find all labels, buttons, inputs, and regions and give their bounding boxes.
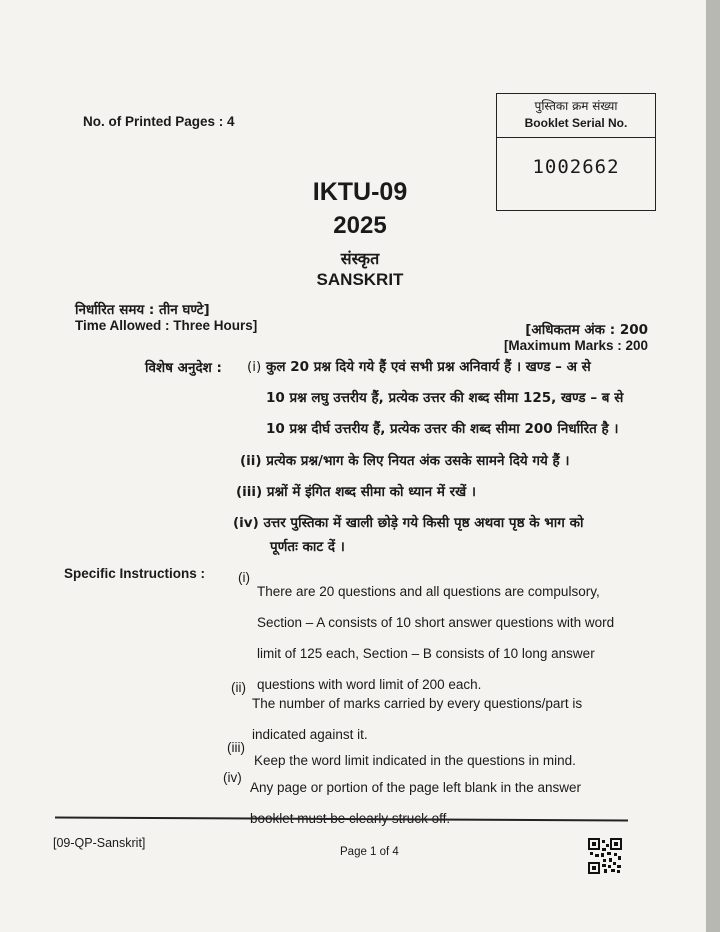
english-instruction-i-line2: Section – A consists of 10 short answer questions with word — [257, 615, 615, 630]
english-instruction-ii-line1: The number of marks carried by every questions/part is — [252, 696, 583, 711]
exam-year: 2025 — [333, 212, 387, 239]
max-marks-english: [Maximum Marks : 200 — [503, 338, 648, 353]
hindi-instruction-i-num: (i) — [247, 359, 262, 375]
serial-label-english: Booklet Serial No. — [524, 116, 628, 130]
hindi-instructions-i — [266, 352, 626, 445]
max-marks-hindi: [अधिकतम अंक : 200 — [525, 322, 648, 338]
hindi-instructions-label: विशेष अनुदेश : — [145, 360, 222, 376]
footer-paper-code: [09-QP-Sanskrit] — [53, 836, 146, 850]
booklet-serial-box — [496, 93, 656, 211]
hindi-instruction-iv-line1: (iv) उत्तर पुस्तिका में खाली छोड़े गये किसी पृष्ठ अथवा पृष्ठ के भाग को — [233, 515, 584, 531]
english-instruction-ii-line2: indicated against it. — [252, 727, 368, 742]
english-instruction-i-line4: questions with word limit of 200 each. — [257, 677, 482, 692]
serial-number: 1002662 — [532, 156, 620, 178]
subject-hindi: संस्कृत — [340, 249, 380, 268]
english-instruction-iii-num: (iii) — [227, 740, 245, 755]
time-allowed-hindi: निर्धारित समय : तीन घण्टे] — [75, 302, 210, 318]
footer-page-number: Page 1 of 4 — [340, 846, 399, 858]
hindi-instruction-i-line1: कुल 20 प्रश्न दिये गये हैं एवं सभी प्रश्न अनिवार्य हैं । खण्ड – अ से — [266, 359, 591, 375]
english-instruction-iv-num: (iv) — [223, 770, 242, 785]
hindi-instruction-iv-line2: पूर्णतः काट दें । — [270, 539, 345, 555]
english-instruction-i-line1: There are 20 questions and all questions are compulsory, — [257, 584, 600, 599]
qr-code-icon — [588, 838, 622, 874]
english-instruction-iii: Keep the word limit indicated in the questions in mind. — [254, 753, 576, 768]
english-instruction-iv-line1: Any page or portion of the page left blank in the answer — [250, 780, 581, 795]
printed-pages: No. of Printed Pages : 4 — [83, 114, 235, 129]
serial-label-hindi: पुस्तिका क्रम संख्या — [534, 99, 618, 113]
specific-instructions-label: Specific Instructions : — [64, 566, 206, 581]
english-instructions-i — [257, 576, 627, 700]
hindi-instruction-i-line3: 10 प्रश्न दीर्घ उत्तरीय हैं, प्रत्येक उत्तर की शब्द सीमा 200 निर्धारित है । — [266, 421, 619, 437]
subject-english: SANSKRIT — [316, 270, 404, 289]
english-instructions-iv — [250, 772, 620, 834]
hindi-instruction-i-line2: 10 प्रश्न लघु उत्तरीय हैं, प्रत्येक उत्तर की शब्द सीमा 125, खण्ड – ब से — [266, 390, 624, 406]
english-instruction-ii-num: (ii) — [231, 680, 246, 695]
serial-box-header — [497, 94, 655, 138]
english-instruction-i-line3: limit of 125 each, Section – B consists of 10 long answer — [257, 646, 595, 661]
paper-code: IKTU-09 — [312, 178, 408, 206]
page-edge — [706, 0, 720, 932]
hindi-instruction-iii: (iii) प्रश्नों में इंगित शब्द सीमा को ध्यान में रखें । — [236, 484, 476, 500]
english-instructions-ii — [252, 688, 622, 750]
time-allowed-english: Time Allowed : Three Hours] — [75, 318, 258, 333]
english-instruction-i-num: (i) — [238, 570, 250, 585]
hindi-instruction-ii: (ii) प्रत्येक प्रश्न/भाग के लिए नियत अंक उसके सामने दिये गये हैं । — [240, 453, 570, 469]
